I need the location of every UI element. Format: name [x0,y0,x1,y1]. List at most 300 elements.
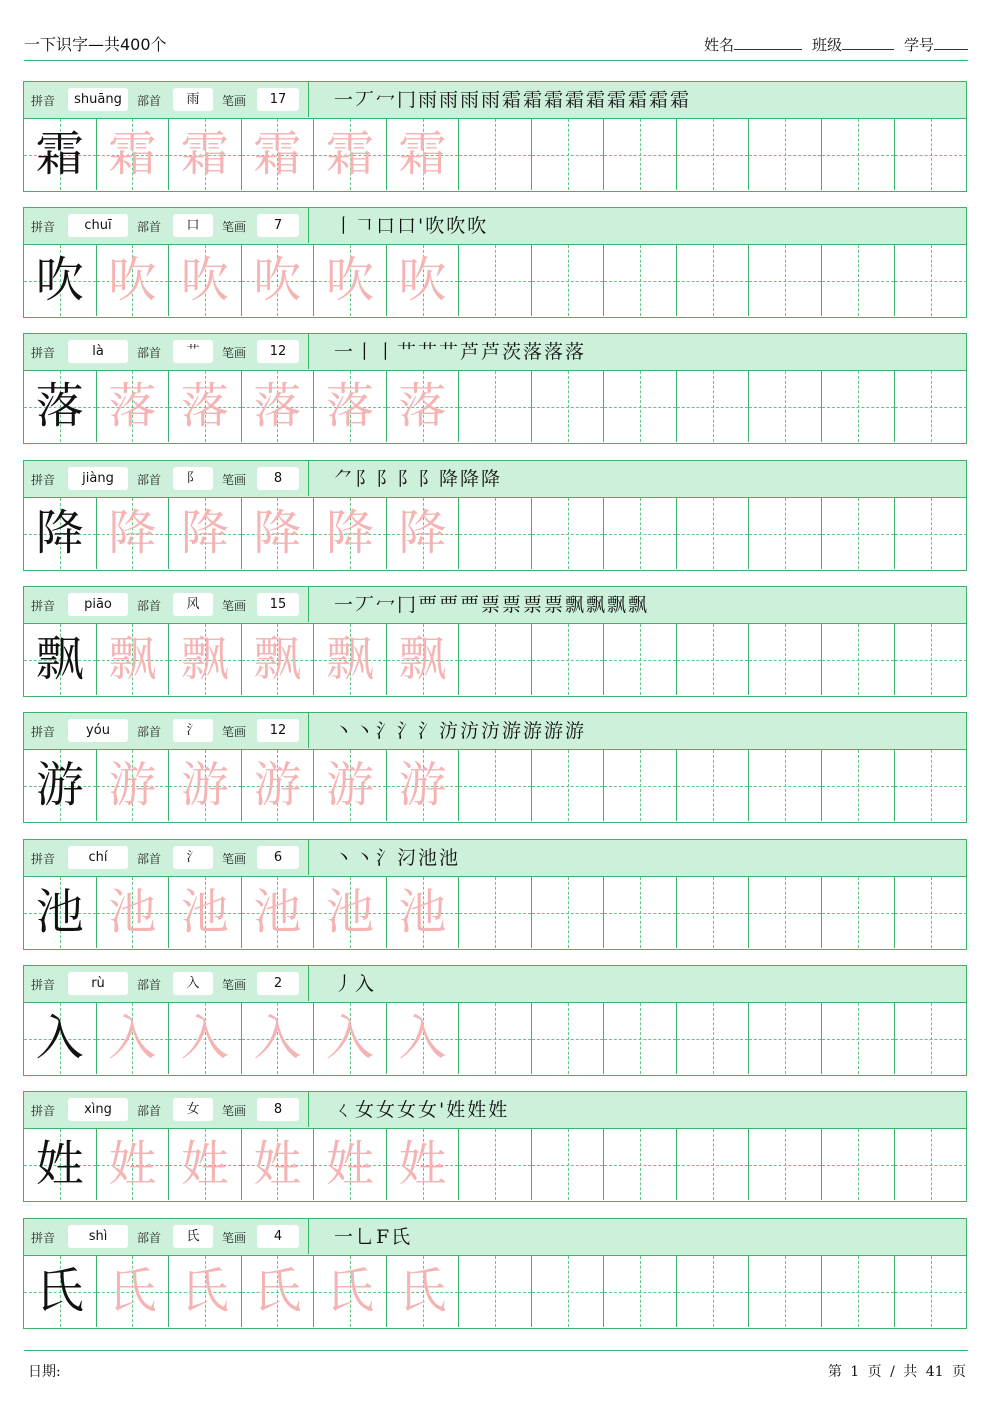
trace-character: 吹 [253,252,302,308]
trace-character-cell[interactable] [97,1129,170,1200]
pinyin-value: chuī [68,214,128,237]
trace-character: 飘 [253,631,302,687]
radical-label: 部首 [137,1231,162,1245]
pinyin-value: piāo [68,593,128,616]
trace-character: 吹 [180,252,229,308]
empty-practice-cell[interactable] [604,245,677,316]
page-header [24,30,968,61]
stroke-count-label: 笔画 [222,94,247,108]
empty-practice-cell[interactable] [895,498,968,569]
empty-practice-cell[interactable] [532,371,605,442]
empty-practice-cell[interactable] [749,498,822,569]
trace-character: 落 [108,378,157,434]
page-footer [24,1350,968,1387]
trace-character: 池 [398,884,447,940]
empty-practice-cell[interactable] [459,1129,532,1200]
character-info-bar [24,840,966,877]
pinyin-value: chí [68,846,128,869]
class-blank[interactable] [842,37,894,50]
empty-practice-cell[interactable] [822,1003,895,1074]
model-character: 飘 [35,631,84,687]
character-block [23,333,967,444]
empty-practice-cell[interactable] [532,498,605,569]
radical-value: 风 [173,593,213,616]
trace-character: 吹 [398,252,447,308]
empty-practice-cell[interactable] [604,624,677,695]
writing-grid [24,1129,966,1200]
empty-practice-cell[interactable] [677,119,750,190]
stroke-order: 一乚F氏 [334,1226,413,1248]
empty-practice-cell[interactable] [895,119,968,190]
character-block [23,1218,967,1329]
character-info-bar [24,713,966,750]
empty-practice-cell[interactable] [604,371,677,442]
trace-character-cell[interactable] [314,371,387,442]
stroke-count-value: 12 [257,340,299,363]
stroke-count-value: 7 [257,214,299,237]
trace-character: 降 [253,505,302,561]
trace-character-cell[interactable] [97,119,170,190]
trace-character: 池 [180,884,229,940]
empty-practice-cell[interactable] [677,877,750,948]
model-character-cell [24,750,97,821]
student-id-label: 学号 [903,36,934,54]
stroke-count-value: 15 [257,593,299,616]
trace-character-cell[interactable] [387,371,460,442]
trace-character-cell[interactable] [314,1129,387,1200]
character-meta [24,966,309,1001]
character-block [23,1091,967,1202]
empty-practice-cell[interactable] [604,1003,677,1074]
character-info-bar [24,587,966,624]
empty-practice-cell[interactable] [749,371,822,442]
trace-character: 落 [325,378,374,434]
model-character-cell [24,1129,97,1200]
trace-character-cell[interactable] [314,750,387,821]
date-label: 日期: [28,1364,61,1380]
model-character-cell [24,1256,97,1327]
empty-practice-cell[interactable] [749,750,822,821]
character-block [23,839,967,950]
class-field[interactable] [812,34,894,55]
empty-practice-cell[interactable] [822,498,895,569]
model-character: 入 [35,1010,84,1066]
trace-character: 入 [108,1010,157,1066]
trace-character-cell[interactable] [242,877,315,948]
radical-label: 部首 [137,220,162,234]
name-label: 姓名 [703,36,734,54]
trace-character: 入 [253,1010,302,1066]
trace-character: 落 [253,378,302,434]
writing-grid [24,371,966,442]
trace-character-cell[interactable] [169,371,242,442]
empty-practice-cell[interactable] [459,371,532,442]
trace-character: 落 [398,378,447,434]
stroke-count-value: 4 [257,1225,299,1248]
trace-character-cell[interactable] [242,1129,315,1200]
pinyin-label: 拼音 [31,725,56,739]
trace-character: 姓 [253,1136,302,1192]
pinyin-value: xìng [68,1098,128,1121]
empty-practice-cell[interactable] [532,245,605,316]
empty-practice-cell[interactable] [895,245,968,316]
model-character: 霜 [35,126,84,182]
empty-practice-cell[interactable] [677,371,750,442]
name-field[interactable] [704,34,802,55]
trace-character: 入 [325,1010,374,1066]
trace-character-cell[interactable] [387,877,460,948]
trace-character: 氏 [180,1263,229,1319]
radical-value: 氏 [173,1225,213,1248]
stroke-count-label: 笔画 [222,725,247,739]
empty-practice-cell[interactable] [532,1256,605,1327]
trace-character: 霜 [108,126,157,182]
empty-practice-cell[interactable] [459,1256,532,1327]
empty-practice-cell[interactable] [604,750,677,821]
character-meta [24,82,309,117]
model-character: 姓 [35,1136,84,1192]
trace-character: 霜 [325,126,374,182]
empty-practice-cell[interactable] [749,245,822,316]
trace-character-cell[interactable] [169,750,242,821]
trace-character: 降 [108,505,157,561]
trace-character-cell[interactable] [97,877,170,948]
empty-practice-cell[interactable] [532,750,605,821]
empty-practice-cell[interactable] [749,624,822,695]
stroke-count-label: 笔画 [222,473,247,487]
writing-grid [24,877,966,948]
trace-character: 池 [253,884,302,940]
empty-practice-cell[interactable] [604,1129,677,1200]
radical-value: 雨 [173,88,213,111]
character-info-bar [24,334,966,371]
trace-character-cell[interactable] [97,750,170,821]
trace-character: 姓 [180,1136,229,1192]
stroke-order: 丿入 [334,973,377,995]
radical-label: 部首 [137,473,162,487]
trace-character-cell[interactable] [169,1256,242,1327]
class-label: 班级 [811,36,842,54]
trace-character-cell[interactable] [387,245,460,316]
trace-character-cell[interactable] [314,624,387,695]
page-number: 第 1 页 / 共 41 页 [827,1364,966,1380]
trace-character-cell[interactable] [314,119,387,190]
empty-practice-cell[interactable] [749,1129,822,1200]
empty-practice-cell[interactable] [604,877,677,948]
trace-character: 飘 [108,631,157,687]
trace-character: 霜 [398,126,447,182]
stroke-count-label: 笔画 [222,220,247,234]
trace-character-cell[interactable] [314,877,387,948]
model-character-cell [24,245,97,316]
pinyin-label: 拼音 [31,220,56,234]
empty-practice-cell[interactable] [677,624,750,695]
empty-practice-cell[interactable] [677,1003,750,1074]
trace-character-cell[interactable] [242,245,315,316]
character-block [23,207,967,318]
trace-character: 降 [398,505,447,561]
empty-practice-cell[interactable] [532,877,605,948]
trace-character-cell[interactable] [169,1003,242,1074]
stroke-order: 丶丶氵汈池池 [334,847,461,869]
model-character: 游 [35,757,84,813]
empty-practice-cell[interactable] [532,1129,605,1200]
empty-practice-cell[interactable] [895,1256,968,1327]
radical-value: 氵 [173,846,213,869]
empty-practice-cell[interactable] [895,750,968,821]
trace-character-cell[interactable] [387,750,460,821]
trace-character: 飘 [180,631,229,687]
trace-character-cell[interactable] [169,1129,242,1200]
trace-character-cell[interactable] [169,877,242,948]
trace-character: 池 [108,884,157,940]
trace-character: 姓 [325,1136,374,1192]
character-info-bar [24,1092,966,1129]
stroke-count-value: 2 [257,972,299,995]
stroke-order: 一丆冖冂雨雨雨雨霜霜霜霜霜霜霜霜霜 [334,89,692,111]
character-block [23,712,967,823]
trace-character-cell[interactable] [314,498,387,569]
trace-character-cell[interactable] [387,498,460,569]
trace-character: 游 [325,757,374,813]
radical-label: 部首 [137,1104,162,1118]
trace-character-cell[interactable] [169,119,242,190]
writing-grid [24,1003,966,1074]
trace-character: 氏 [325,1263,374,1319]
writing-grid [24,1256,966,1327]
character-info-bar [24,1219,966,1256]
trace-character-cell[interactable] [242,498,315,569]
radical-label: 部首 [137,978,162,992]
pinyin-value: shì [68,1225,128,1248]
trace-character: 吹 [325,252,374,308]
empty-practice-cell[interactable] [822,750,895,821]
trace-character-cell[interactable] [242,371,315,442]
pinyin-value: rù [68,972,128,995]
pinyin-label: 拼音 [31,1104,56,1118]
trace-character: 霜 [253,126,302,182]
trace-character-cell[interactable] [242,119,315,190]
empty-practice-cell[interactable] [532,624,605,695]
character-meta [24,840,309,875]
empty-practice-cell[interactable] [749,1256,822,1327]
radical-label: 部首 [137,346,162,360]
writing-grid [24,245,966,316]
empty-practice-cell[interactable] [822,624,895,695]
trace-character: 降 [180,505,229,561]
empty-practice-cell[interactable] [604,498,677,569]
trace-character-cell[interactable] [169,245,242,316]
empty-practice-cell[interactable] [749,877,822,948]
empty-practice-cell[interactable] [749,1003,822,1074]
stroke-count-label: 笔画 [222,978,247,992]
writing-grid [24,119,966,190]
pinyin-label: 拼音 [31,599,56,613]
stroke-count-label: 笔画 [222,1231,247,1245]
empty-practice-cell[interactable] [459,245,532,316]
radical-label: 部首 [137,599,162,613]
empty-practice-cell[interactable] [677,1256,750,1327]
character-meta [24,334,309,369]
trace-character: 姓 [398,1136,447,1192]
empty-practice-cell[interactable] [822,245,895,316]
empty-practice-cell[interactable] [604,119,677,190]
empty-practice-cell[interactable] [459,877,532,948]
empty-practice-cell[interactable] [822,371,895,442]
trace-character-cell[interactable] [97,1003,170,1074]
stroke-order: ㄑ女女女女'姓姓姓 [334,1099,510,1121]
trace-character: 入 [398,1010,447,1066]
model-character-cell [24,498,97,569]
empty-practice-cell[interactable] [532,119,605,190]
empty-practice-cell[interactable] [459,624,532,695]
character-block [23,460,967,571]
trace-character-cell[interactable] [97,498,170,569]
stroke-count-value: 17 [257,88,299,111]
stroke-count-label: 笔画 [222,599,247,613]
writing-grid [24,750,966,821]
empty-practice-cell[interactable] [822,1129,895,1200]
empty-practice-cell[interactable] [459,498,532,569]
stroke-count-value: 8 [257,467,299,490]
character-meta [24,461,309,496]
trace-character: 氏 [398,1263,447,1319]
pinyin-label: 拼音 [31,473,56,487]
radical-value: 女 [173,1098,213,1121]
radical-value: 艹 [173,340,213,363]
stroke-order: 丶丶氵氵氵汸汸汸游游游游 [334,720,587,742]
trace-character-cell[interactable] [314,1256,387,1327]
model-character: 落 [35,378,84,434]
pinyin-label: 拼音 [31,852,56,866]
trace-character-cell[interactable] [387,624,460,695]
trace-character-cell[interactable] [314,245,387,316]
model-character: 氏 [35,1263,84,1319]
stroke-count-value: 12 [257,719,299,742]
trace-character-cell[interactable] [97,371,170,442]
stroke-count-label: 笔画 [222,852,247,866]
model-character-cell [24,119,97,190]
model-character-cell [24,371,97,442]
empty-practice-cell[interactable] [604,1256,677,1327]
writing-grid [24,498,966,569]
trace-character-cell[interactable] [169,498,242,569]
character-meta [24,587,309,622]
empty-practice-cell[interactable] [459,1003,532,1074]
pinyin-value: jiàng [68,467,128,490]
trace-character: 落 [180,378,229,434]
character-info-bar [24,461,966,498]
model-character: 降 [35,505,84,561]
empty-practice-cell[interactable] [895,1003,968,1074]
empty-practice-cell[interactable] [895,1129,968,1200]
trace-character-cell[interactable] [242,624,315,695]
pinyin-label: 拼音 [31,346,56,360]
pinyin-label: 拼音 [31,94,56,108]
character-info-bar [24,208,966,245]
empty-practice-cell[interactable] [677,1129,750,1200]
character-meta [24,1092,309,1127]
trace-character: 氏 [253,1263,302,1319]
trace-character: 飘 [325,631,374,687]
student-info-fields [704,34,968,55]
character-meta [24,1219,309,1254]
character-meta [24,713,309,748]
trace-character-cell[interactable] [97,1256,170,1327]
empty-practice-cell[interactable] [677,245,750,316]
trace-character: 飘 [398,631,447,687]
student-id-blank[interactable] [934,37,968,50]
stroke-count-value: 6 [257,846,299,869]
trace-character: 池 [325,884,374,940]
model-character-cell [24,877,97,948]
empty-practice-cell[interactable] [822,1256,895,1327]
trace-character-cell[interactable] [387,1003,460,1074]
empty-practice-cell[interactable] [459,119,532,190]
name-blank[interactable] [734,37,802,50]
trace-character-cell[interactable] [387,1256,460,1327]
trace-character: 游 [180,757,229,813]
pinyin-value: shuāng [68,88,128,111]
trace-character: 姓 [108,1136,157,1192]
radical-value: 入 [173,972,213,995]
trace-character-cell[interactable] [242,1256,315,1327]
character-meta [24,208,309,243]
trace-character: 吹 [108,252,157,308]
trace-character-cell[interactable] [387,1129,460,1200]
trace-character: 降 [325,505,374,561]
radical-value: 口 [173,214,213,237]
radical-value: 氵 [173,719,213,742]
empty-practice-cell[interactable] [532,1003,605,1074]
empty-practice-cell[interactable] [459,750,532,821]
character-block [23,965,967,1076]
trace-character: 游 [253,757,302,813]
writing-grid [24,624,966,695]
empty-practice-cell[interactable] [677,750,750,821]
character-block [23,81,967,192]
trace-character: 入 [180,1010,229,1066]
trace-character-cell[interactable] [314,1003,387,1074]
empty-practice-cell[interactable] [822,877,895,948]
stroke-order: ⺈阝阝阝阝降降降 [334,468,503,490]
trace-character-cell[interactable] [97,624,170,695]
radical-value: 阝 [173,467,213,490]
trace-character-cell[interactable] [242,1003,315,1074]
trace-character-cell[interactable] [97,245,170,316]
empty-practice-cell[interactable] [895,877,968,948]
trace-character-cell[interactable] [169,624,242,695]
trace-character-cell[interactable] [387,119,460,190]
stroke-order: 一丨丨艹艹艹芦芦茨落落落 [334,341,587,363]
empty-practice-cell[interactable] [895,371,968,442]
stroke-count-value: 8 [257,1098,299,1121]
trace-character-cell[interactable] [242,750,315,821]
empty-practice-cell[interactable] [749,119,822,190]
pinyin-value: yóu [68,719,128,742]
empty-practice-cell[interactable] [895,624,968,695]
empty-practice-cell[interactable] [677,498,750,569]
pinyin-value: là [68,340,128,363]
empty-practice-cell[interactable] [822,119,895,190]
trace-character: 氏 [108,1263,157,1319]
character-info-bar [24,82,966,119]
stroke-count-label: 笔画 [222,1104,247,1118]
stroke-count-label: 笔画 [222,346,247,360]
stroke-order: 一丆冖冂覀覀覀票票票票飘飘飘飘 [334,594,650,616]
student-id-field[interactable] [904,34,968,55]
model-character-cell [24,624,97,695]
